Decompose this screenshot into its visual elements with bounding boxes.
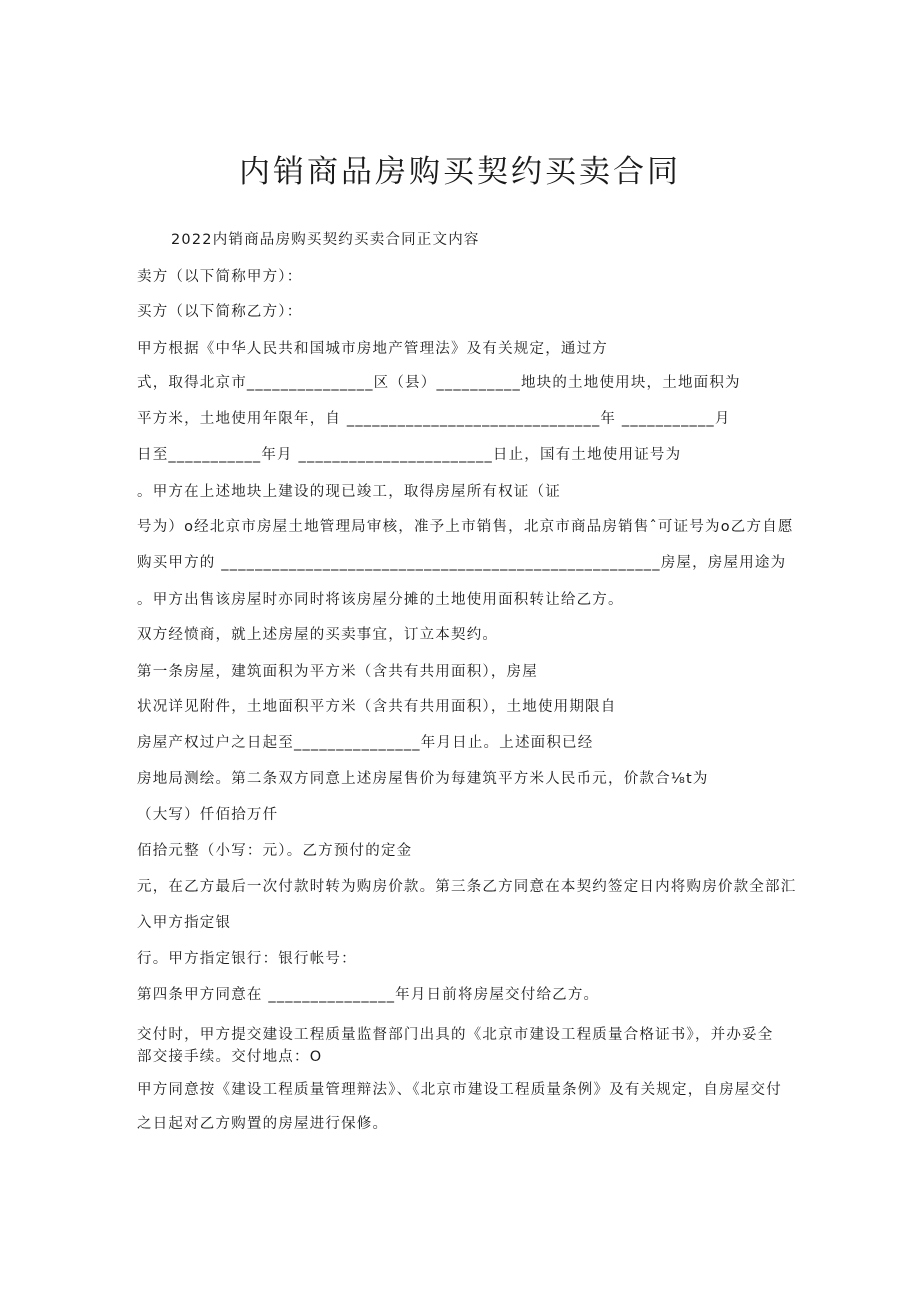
paragraph-line: 日至___________年月 _______________________日止，国有土地使用证号为 [137,447,682,463]
paragraph-line: 房屋产权过户之日起至_______________年月日止。上述面积已经 [137,735,594,751]
paragraph-line: 状况详见附件，土地面积平方米（含共有共用面积），土地使用期限自 [137,699,617,715]
paragraph-line: 佰拾元整（小写：元）。乙方预付的定金 [137,843,413,859]
paragraph-line: 。甲方在上述地块上建设的现已竣工，取得房屋所有权证（证 [137,484,561,500]
paragraph-line: 入甲方指定银 [137,915,232,931]
paragraph-line: 平方米，土地使用年限年，自 ______________________________年 ___________月 [137,411,731,427]
paragraph-line: 甲方同意按《建设工程质量管理辩法》、《北京市建设工程质量条例》及有关规定，自房屋交付 [137,1082,782,1098]
paragraph-line: 甲方根据《中华人民共和国城市房地产管理法》及有关规定，通过方 [137,341,608,357]
paragraph-line: 双方经愤商，就上述房屋的买卖事宜，订立本契约。 [137,627,499,643]
paragraph-line: 购买甲方的 ____________________________________________________房屋，房屋用途为 [137,555,787,571]
document-title: 内销商品房购买契约买卖合同 [239,154,681,190]
paragraph-line: 行。甲方指定银行：银行帐号： [137,951,357,967]
paragraph-line: 第四条甲方同意在 _______________年月日前将房屋交付给乙方。 [137,987,600,1003]
paragraph-line: 买方（以下简称乙方）： [137,304,303,320]
paragraph-line: 元，在乙方最后一次付款时转为购房价款。第三条乙方同意在本契约签定日内将购房价款全部汇 [137,879,797,895]
paragraph-line: 第一条房屋，建筑面积为平方米（含共有共用面积），房屋 [137,664,538,680]
paragraph-line: 之日起对乙方购置的房屋进行保修。 [137,1116,389,1132]
paragraph-line: 交付时，甲方提交建设工程质量监督部门出具的《北京市建设工程质量合格证书》，并办妥全部交接手续。交付地点：O [137,1027,774,1065]
paragraph-line: （大写）仟佰拾万仟 [137,807,279,823]
paragraph-line: 号为）o经北京市房屋土地管理局审核，准予上市销售，北京市商品房销售ˆ可证号为o乙方自愿 [137,519,794,535]
document-subtitle: 2022内销商品房购买契约买卖合同正文内容 [171,232,480,248]
paragraph-line: 房地局测绘。第二条双方同意上述房屋售价为每建筑平方米人民币元，价款合⅛t为 [137,771,709,787]
paragraph-line: 卖方（以下简称甲方）： [137,269,303,285]
paragraph-line: 式，取得北京市_______________区（县）__________地块的土地使用块，土地面积为 [137,375,741,391]
paragraph-line: 。甲方出售该房屋时亦同时将该房屋分摊的土地使用面积转让给乙方。 [137,592,624,608]
